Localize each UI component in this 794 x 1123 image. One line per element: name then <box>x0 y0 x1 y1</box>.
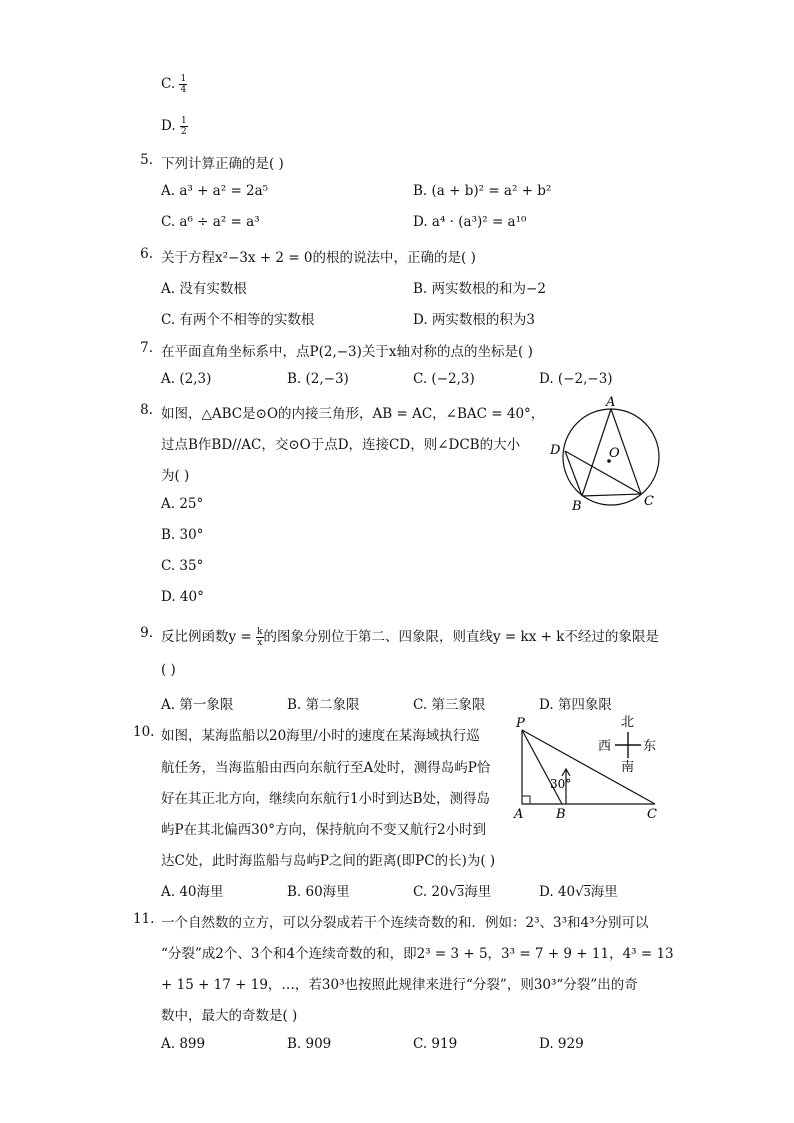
segment-ab <box>582 409 611 496</box>
question-stem-line: 反比例函数y = $\frac{k}{x}$ 的图象分别位于第二、四象限，则直线y = kx + k不经过的象限是 <box>161 627 659 648</box>
compass-east: 东 <box>643 739 657 754</box>
label-c: C <box>644 494 654 509</box>
option-c: C. 有两个不相等的实数根 <box>161 312 315 328</box>
option-c: C. 919 <box>413 1036 458 1052</box>
sqrt-symbol: √ <box>448 884 458 900</box>
option-c: C. 35° <box>161 558 204 574</box>
label-p: P <box>516 716 525 731</box>
question-stem: 关于方程x²−3x + 2 = 0的根的说法中，正确的是( ) <box>161 250 476 266</box>
prev-option-c: C. $\frac{1}{4}$ <box>161 74 187 95</box>
option-a: A. 25° <box>161 496 204 512</box>
compass-north: 北 <box>621 715 635 730</box>
option-b: B. 30° <box>161 527 204 543</box>
segment-dc <box>565 451 641 494</box>
option-a: A. (2,3) <box>161 371 212 387</box>
question-stem-line: 如图，△ABC是⊙O的内接三角形，AB = AC，∠BAC = 40°， <box>161 406 545 422</box>
question-stem-line: 过点B作BD//AC，交⊙O于点D，连接CD，则∠DCB的大小 <box>161 437 521 453</box>
question-stem-line: ( ) <box>161 662 176 678</box>
fraction: $\frac{1}{4}$ <box>180 74 187 95</box>
fraction: $\frac{k}{x}$ <box>257 627 263 648</box>
option-d: D. a⁴ · (a³)² = a¹⁰ <box>413 214 527 230</box>
question-stem: 下列计算正确的是( ) <box>161 156 284 172</box>
question-number: 5. <box>140 152 153 168</box>
question-stem-line: “分裂”成2个、3个和4个连续奇数的和，即2³ = 3 + 5，3³ = 7 + 9 + 11，4³ = 13 <box>161 946 674 962</box>
option-b: B. (2,−3) <box>287 371 349 387</box>
question-number: 7. <box>140 340 153 356</box>
right-angle-mark <box>522 796 530 804</box>
option-a: A. a³ + a² = 2a⁵ <box>161 183 269 199</box>
question-number: 10. <box>133 724 155 740</box>
compass-south: 南 <box>621 760 635 775</box>
option-d: D. 40° <box>161 589 204 605</box>
label-a: A <box>514 807 524 822</box>
question-stem-line: 航任务，当海监船由西向东航行至A处时，测得岛屿P恰 <box>161 760 491 776</box>
option-d: D. (−2,−3) <box>539 371 613 387</box>
label-o: O <box>609 446 620 461</box>
fraction: $\frac{1}{2}$ <box>180 116 187 137</box>
sqrt-symbol: √ <box>575 884 584 900</box>
option-b: B. (a + b)² = a² + b² <box>413 183 552 199</box>
question-number: 8. <box>140 402 153 418</box>
question-number: 6. <box>140 246 153 262</box>
segment-bc <box>582 494 641 496</box>
option-c: C. (−2,3) <box>413 371 475 387</box>
label-c: C <box>647 807 657 822</box>
compass-west: 西 <box>598 739 612 754</box>
question-stem-line: 好在其正北方向，继续向东航行1小时到达B处，测得岛 <box>161 791 491 807</box>
question-stem-line: 数中，最大的奇数是( ) <box>161 1008 298 1024</box>
question-stem: 在平面直角坐标系中，点P(2,−3)关于x轴对称的点的坐标是( ) <box>161 344 533 360</box>
label-b: B <box>556 807 566 822</box>
option-d: D. 第四象限 <box>539 697 612 713</box>
option-b: B. 第二象限 <box>287 697 360 713</box>
question-stem-line: 为( ) <box>161 468 190 484</box>
label-b: B <box>572 499 582 514</box>
question-number: 9. <box>140 625 153 641</box>
segment-bd <box>565 451 582 496</box>
option-c: C. 20√3海里 <box>413 884 492 900</box>
option-a: A. 没有实数根 <box>161 281 247 297</box>
question-stem-line: 如图，某海监船以20海里/小时的速度在某海域执行巡 <box>161 728 480 744</box>
option-d: D. 40√3海里 <box>539 884 618 900</box>
option-c: C. a⁶ ÷ a² = a³ <box>161 214 260 230</box>
option-b: B. 909 <box>287 1036 332 1052</box>
navigation-figure <box>510 712 695 824</box>
question-stem-line: 达C处，此时海监船与岛屿P之间的距离(即PC的长)为( ) <box>161 853 496 869</box>
option-b: B. 两实数根的和为−2 <box>413 281 546 297</box>
prev-option-d: D. $\frac{1}{2}$ <box>161 116 187 137</box>
option-c: C. 第三象限 <box>413 697 486 713</box>
option-a: A. 40海里 <box>161 884 224 900</box>
label-d: D <box>550 443 561 458</box>
circle-triangle-figure <box>545 395 670 515</box>
option-a: A. 899 <box>161 1036 206 1052</box>
option-d: D. 两实数根的积为3 <box>413 312 536 328</box>
option-d: D. 929 <box>539 1036 584 1052</box>
question-number: 11. <box>133 911 155 927</box>
question-stem-line: 屿P在其北偏西30°方向，保持航向不变又航行2小时到 <box>161 822 487 838</box>
option-b: B. 60海里 <box>287 884 350 900</box>
label-a: A <box>606 395 616 410</box>
question-stem-line: + 15 + 17 + 19，…，若30³也按照此规律来进行“分裂”，则30³“分裂”出的奇 <box>161 977 638 993</box>
angle-label: 30° <box>550 777 572 791</box>
question-stem-line: 一个自然数的立方，可以分裂成若干个连续奇数的和．例如：2³、3³和4³分别可以 <box>161 915 649 931</box>
option-a: A. 第一象限 <box>161 697 234 713</box>
